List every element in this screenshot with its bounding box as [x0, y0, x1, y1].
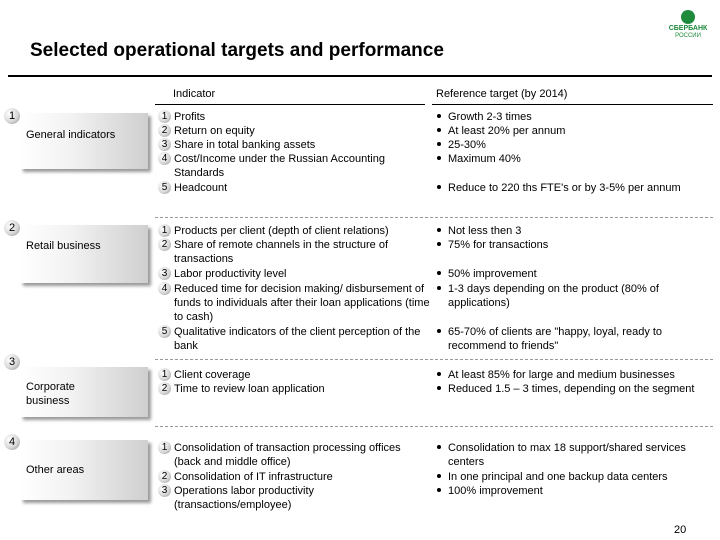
target-text: 65-70% of clients are "happy, loyal, ready to recommend to friends": [448, 326, 663, 352]
target-text: 25-30%: [448, 139, 486, 151]
item-number-badge: 3: [158, 138, 171, 151]
target-text: Growth 2-3 times: [448, 111, 532, 123]
section-divider: [155, 426, 713, 427]
bullet-icon: [437, 142, 441, 146]
indicator-text: Reduced time for decision making/ disbursement of funds to individuals after their loan applications (time to cash): [174, 283, 430, 323]
target-text: Reduced 1.5 – 3 times, depending on the segment: [448, 383, 695, 395]
category-label-other: Other areas: [26, 464, 85, 476]
indicator-header-rule: [155, 104, 425, 105]
page-number: 20: [674, 524, 687, 536]
target-text: In one principal and one backup data centers: [448, 471, 668, 483]
category-number-badge: 1: [4, 108, 20, 124]
item-number-badge: 4: [158, 282, 171, 295]
item-number-badge: 3: [158, 267, 171, 280]
target-text: 50% improvement: [448, 268, 537, 280]
category-label-retail: Retail business: [26, 240, 101, 252]
indicator-text: Client coverage: [174, 369, 251, 381]
indicator-text: Products per client (depth of client relations): [174, 225, 389, 237]
category-number-badge: 4: [4, 434, 20, 450]
target-header-rule: [432, 104, 713, 105]
category-label-general: General indicators: [26, 129, 116, 141]
item-number-badge: 3: [158, 484, 171, 497]
logo-line-2: СБЕРБАНК: [668, 25, 708, 32]
item-number-badge: 5: [158, 325, 171, 338]
target-text: Consolidation to max 18 support/shared services centers: [448, 442, 686, 468]
category-number-badge: 2: [4, 220, 20, 236]
bullet-icon: [437, 488, 441, 492]
item-number-badge: 1: [158, 441, 171, 454]
indicator-text: Headcount: [174, 182, 228, 194]
indicator-text: Labor productivity level: [174, 268, 287, 280]
indicator-text: Consolidation of transaction processing offices (back and middle office): [174, 442, 401, 468]
target-column-header: Reference target (by 2014): [436, 88, 568, 100]
bullet-icon: [437, 185, 441, 189]
indicator-text: Consolidation of IT infrastructure: [174, 471, 333, 483]
item-number-badge: 2: [158, 470, 171, 483]
item-number-badge: 4: [158, 152, 171, 165]
bullet-icon: [437, 372, 441, 376]
indicator-text: Share of remote channels in the structure of transactions: [174, 239, 389, 265]
indicator-text: Profits: [174, 111, 206, 123]
indicator-text: Qualitative indicators of the client perception of the bank: [174, 326, 421, 352]
item-number-badge: 1: [158, 110, 171, 123]
section-divider: [155, 359, 713, 360]
bullet-icon: [437, 128, 441, 132]
indicator-text: Operations labor productivity (transactions/employee): [174, 485, 315, 511]
target-text: Not less then 3: [448, 225, 522, 237]
indicator-text: Time to review loan application: [174, 383, 325, 395]
bullet-icon: [437, 474, 441, 478]
item-number-badge: 1: [158, 224, 171, 237]
item-number-badge: 2: [158, 124, 171, 137]
indicator-text: Cost/Income under the Russian Accounting Standards: [174, 153, 385, 179]
bullet-icon: [437, 329, 441, 333]
logo-line-3: РОССИИ: [675, 33, 701, 39]
bullet-icon: [437, 114, 441, 118]
target-text: 1-3 days depending on the product (80% of applications): [448, 283, 659, 309]
target-text: At least 85% for large and medium businesses: [448, 369, 675, 381]
bullet-icon: [437, 271, 441, 275]
category-number-badge: 3: [4, 354, 20, 370]
indicator-text: Return on equity: [174, 125, 255, 137]
target-text: At least 20% per annum: [448, 125, 566, 137]
target-text: 100% improvement: [448, 485, 543, 497]
indicator-column-header: Indicator: [173, 88, 216, 100]
bullet-icon: [437, 228, 441, 232]
indicator-text: Share in total banking assets: [174, 139, 316, 151]
section-divider: [155, 217, 713, 218]
category-box-retail: [20, 225, 148, 283]
target-text: Reduce to 220 ths FTE's or by 3-5% per annum: [448, 182, 681, 194]
item-number-badge: 2: [158, 238, 171, 251]
item-number-badge: 5: [158, 181, 171, 194]
item-number-badge: 2: [158, 382, 171, 395]
bullet-icon: [437, 156, 441, 160]
logo-emblem-icon: [681, 10, 695, 24]
bullet-icon: [437, 286, 441, 290]
page-title: Selected operational targets and performance: [30, 40, 444, 61]
target-text: 75% for transactions: [448, 239, 549, 251]
target-text: Maximum 40%: [448, 153, 521, 165]
bank-logo: [664, 10, 712, 46]
bullet-icon: [437, 242, 441, 246]
item-number-badge: 1: [158, 368, 171, 381]
bullet-icon: [437, 445, 441, 449]
bullet-icon: [437, 386, 441, 390]
category-label-corporate: Corporate business: [26, 381, 75, 407]
title-divider: [8, 75, 712, 77]
